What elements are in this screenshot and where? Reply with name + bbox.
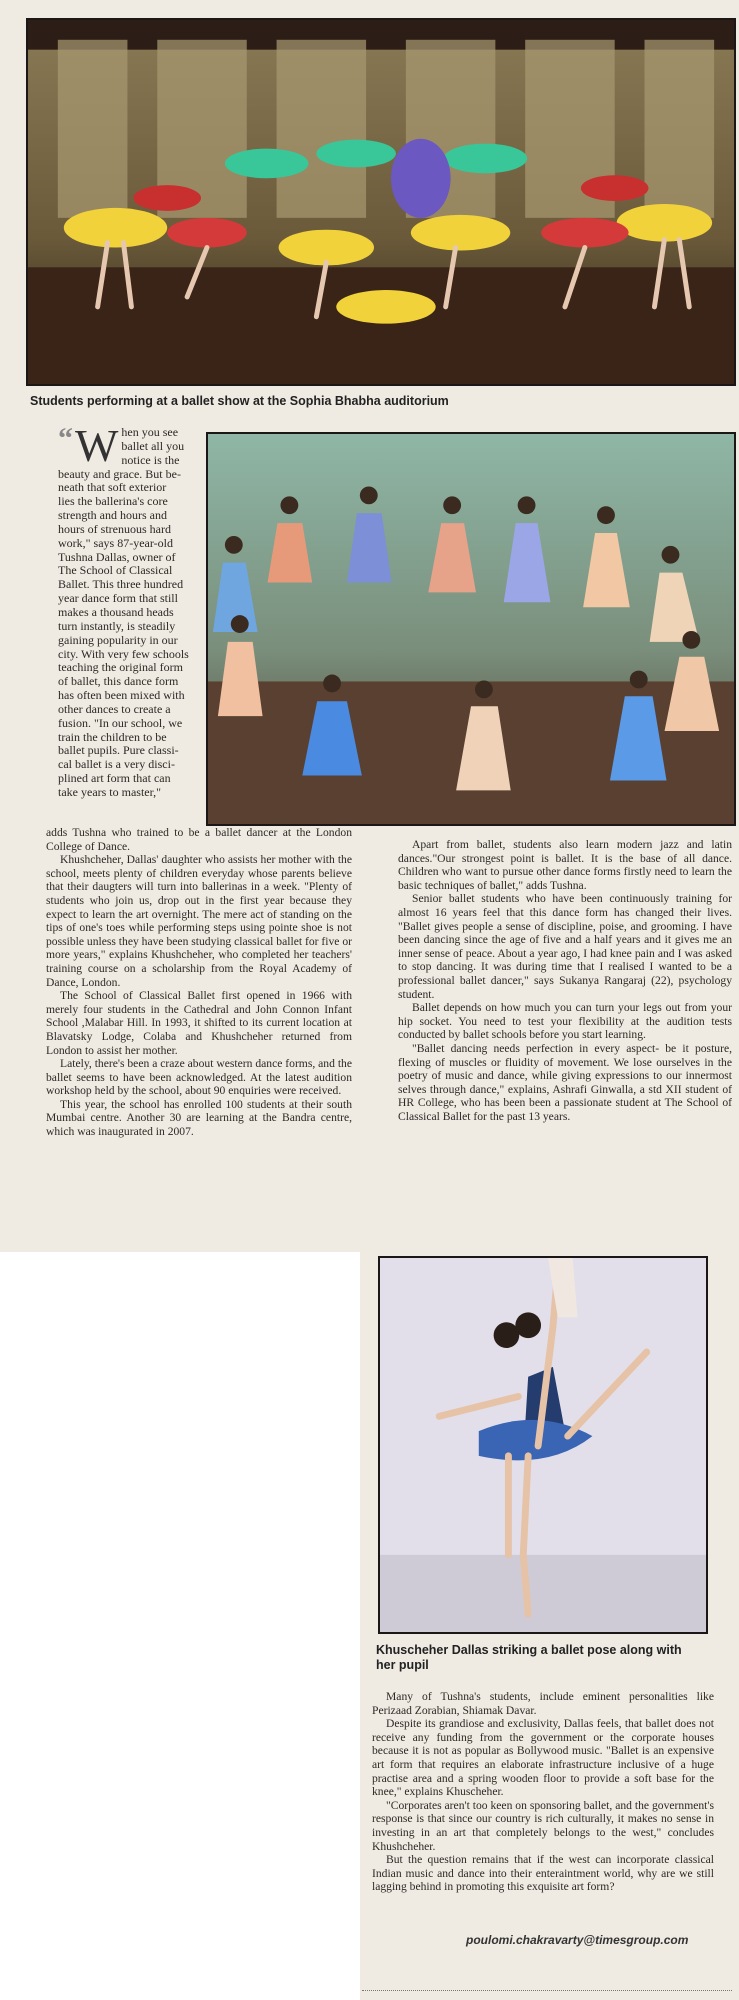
paragraph: "Ballet dancing needs perfection in every aspect- be it posture, flexing of muscles or fluidity of movement. We lose ourselves in the poetry of music and dance, while giving expressions to our innermost selves through dance," explains, Ashrafi Ginwalla, a std XII student of HR College, who has been been a passionate student at The School of Classical Ballet for the past 13 years. (398, 1041, 732, 1123)
intro-line-11: The School of Classical (58, 563, 173, 578)
paragraph: Ballet depends on how much you can turn your legs out from your hip socket. You need to test your flexibility at the audition tests conducted by ballet schools before you start learning. (398, 1001, 732, 1042)
paragraph: adds Tushna who trained to be a ballet dancer at the London College of Dance. (46, 826, 352, 853)
intro-line-7: strength and hours and (58, 508, 167, 523)
intro-line-14: makes a thousand heads (58, 604, 174, 619)
intro-line-23: train the children to be (58, 729, 167, 744)
intro-line-4: beauty and grace. But be- (58, 466, 181, 481)
article-right-column (398, 838, 732, 1123)
dotted-rule (362, 1990, 732, 1991)
author-email: poulomi.chakravarty@timesgroup.com (466, 1933, 689, 1947)
paragraph: "Corporates aren't too keen on sponsoring ballet, and the government's response is that since our country is rich culturally, it makes no sense in investing in an art that completely belongs to the west," concludes Khushcheher. (372, 1798, 714, 1853)
intro-line-9: work," says 87-year-old (58, 535, 173, 550)
intro-line-1: hen you see (121, 425, 179, 439)
paragraph: But the question remains that if the west can incorporate classical Indian music and dance into their enteraintment world, why are we still lagging behind in promoting this exquisite art form? (372, 1853, 714, 1894)
paragraph: Senior ballet students who have been continuously training for almost 16 years feel that this dance form has changed their lives. "Ballet gives people a sense of discipline, poise, and grooming. I have been dancing since the age of five and a half years and it gives me an inner sense of peace. About a year ago, I had knee pain and I was asked to stop dancing. It was during time that I realised I wanted to be a professional ballet dancer," says Sukanya Rangaraj (22), psychology student. (398, 892, 732, 1001)
paragraph: The School of Classical Ballet first opened in 1966 with merely four students in the Cathedral and John Connon Infant School ,Malabar Hill. In 1993, it shifted to its current location at Blavatsky Lodge, Colaba and Khushcheher returned from London to assist her mother. (46, 989, 352, 1057)
intro-line-5: neath that soft exterior (58, 480, 167, 495)
intro-line-10: Tushna Dallas, owner of (58, 549, 176, 564)
top-photo-caption: Students performing at a ballet show at the Sophia Bhabha auditorium (30, 394, 449, 408)
intro-line-17: city. With very few schools (58, 646, 189, 661)
intro-line-24: ballet pupils. Pure classi- (58, 743, 179, 758)
circle-dance-photo (206, 432, 736, 826)
paragraph: Many of Tushna's students, include eminent personalities like Perizaad Zorabian, Shiamak Davar. (372, 1690, 714, 1717)
paragraph: This year, the school has enrolled 100 students at their south Mumbai centre. Another 30 are learning at the Bandra centre, which was inaugurated in 2007. (46, 1097, 352, 1139)
intro-line-20: has often been mixed with (58, 688, 185, 703)
intro-line-25: cal ballet is a very disci- (58, 757, 175, 772)
top-ballet-photo (26, 18, 736, 386)
intro-line-8: hours of strenuous hard (58, 521, 171, 536)
intro-line-26: plined art form that can (58, 771, 171, 786)
paragraph: Khushcheher, Dallas' daughter who assists her mother with the school, meets plenty of children everyday whose parents believe that their daugters will turn into ballerinas in a week. "Plenty of students who join us, drop out in the first year because they expect to learn the art overnight. The mere act of standing on the tips of one's toes while performing steps using pointe shoe is not possible unless they have been studying classical ballet for five or more years," explains Khushcheher, who completed her teachers' training course on a scholarship from the Royal Academy of Dance, London. (46, 853, 352, 989)
intro-line-15: turn instantly, is steadily (58, 618, 176, 633)
bottom-photo-caption: Khuscheher Dallas striking a ballet pose along with her pupil (376, 1643, 682, 1672)
intro-line-2: ballet all you (121, 438, 185, 453)
intro-line-16: gaining popularity in our (58, 632, 178, 647)
duet-ballet-photo (378, 1256, 708, 1634)
drop-cap: W (75, 420, 119, 471)
intro-line-27: take years to master," (58, 784, 162, 799)
intro-line-3: notice is the (121, 452, 180, 467)
article-left-column (46, 826, 352, 1139)
article-intro (58, 420, 204, 800)
paragraph: Despite its grandiose and exclusivity, Dallas feels, that ballet does not receive any funding from the government or the corporate houses because it is not as popular as Bollywood music. "Ballet is an expensive art form that requires an elaborate infrastructure inclusive of a huge practise area and a spring wooden floor to provide a soft base for the knee," explains Khuscheher. (372, 1717, 714, 1799)
opening-quote-mark: “ (58, 422, 73, 455)
intro-line-19: of ballet, this dance form (58, 674, 179, 689)
paragraph: Lately, there's been a craze about western dance forms, and the ballet seems to have been acknowledged. At the latest audition workshop held by the school, about 90 enquiries were received. (46, 1057, 352, 1098)
intro-line-21: other dances to create a (58, 701, 171, 716)
intro-line-13: year dance form that still (58, 591, 178, 606)
intro-line-12: Ballet. This three hundred (58, 577, 184, 592)
article-bottom-column (372, 1690, 714, 1894)
intro-line-6: lies the ballerina's core (58, 494, 168, 509)
intro-line-18: teaching the original form (58, 660, 183, 675)
paragraph: Apart from ballet, students also learn modern jazz and latin dances."Our strongest point is ballet. It is the base of all dance. Children who want to pursue other dance forms firstly need to learn the basic techniques of ballet," adds Tushna. (398, 838, 732, 892)
intro-line-22: fusion. "In our school, we (58, 715, 183, 730)
